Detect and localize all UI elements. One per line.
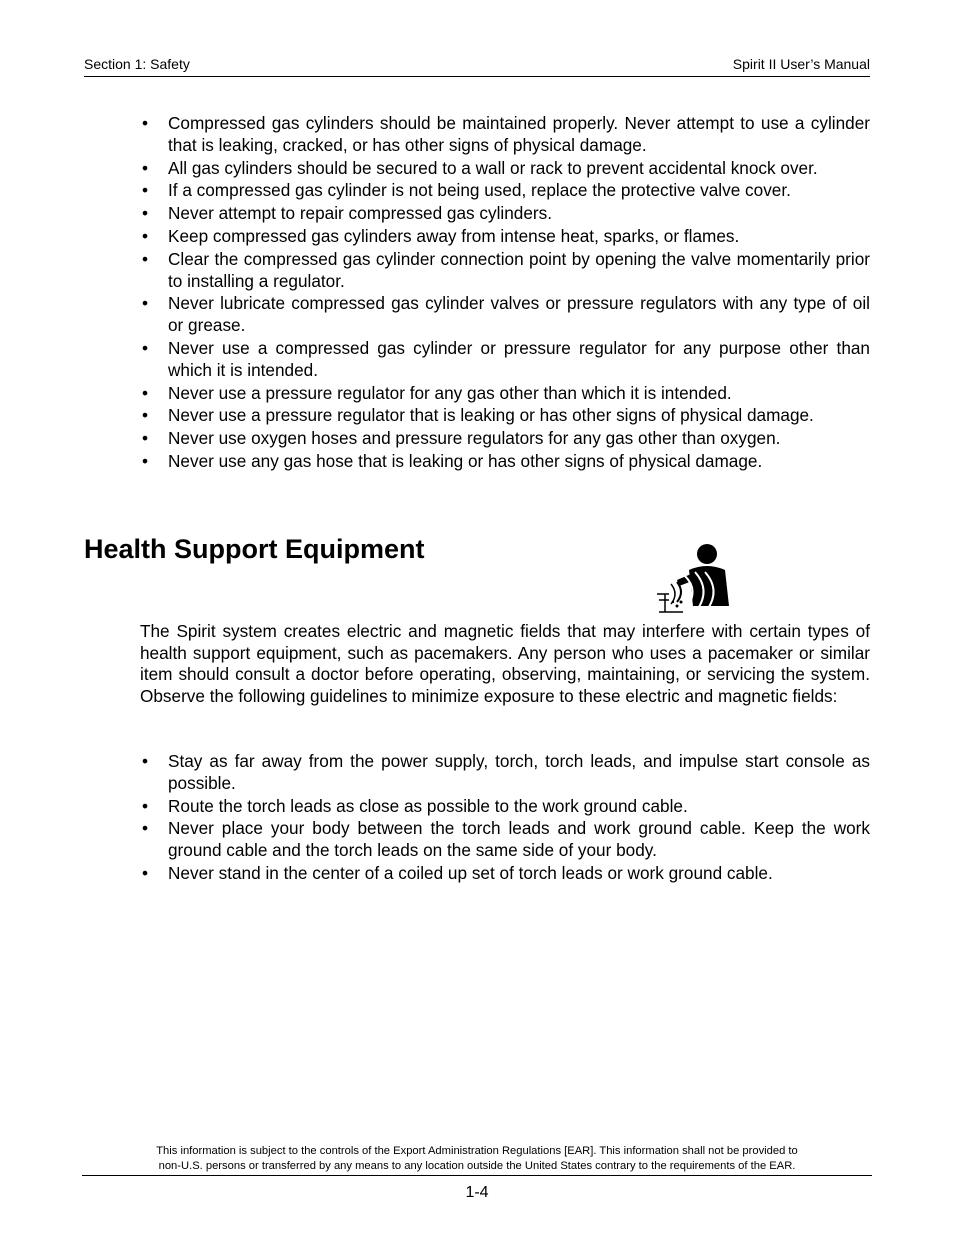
export-notice-line: non-U.S. persons or transferred by any means to any location outside the United States contrary to the requirements of the EAR.: [158, 1160, 796, 1172]
list-item: • Never use a compressed gas cylinder or pressure regulator for any purpose other than which it is intended.: [140, 338, 870, 382]
list-item: • Never lubricate compressed gas cylinder valves or pressure regulators with any type of oil or grease.: [140, 293, 870, 337]
list-item: • Keep compressed gas cylinders away from intense heat, sparks, or flames.: [140, 226, 870, 248]
section-heading: Health Support Equipment: [84, 534, 425, 564]
list-item: • Route the torch leads as close as possible to the work ground cable.: [140, 796, 870, 818]
export-notice: [84, 1144, 870, 1174]
list-item: • Never attempt to repair compressed gas cylinders.: [140, 203, 870, 225]
list-item: • All gas cylinders should be secured to a wall or rack to prevent accidental knock over.: [140, 158, 870, 180]
health-bullet-list: [140, 751, 870, 886]
header-section: Section 1: Safety: [84, 56, 190, 72]
page-header: [84, 56, 870, 77]
footer-divider: [82, 1175, 872, 1176]
list-item: • Compressed gas cylinders should be maintained properly. Never attempt to use a cylinder that is leaking, cracked, or has other signs of physical damage.: [140, 113, 870, 157]
list-item: • Never use a pressure regulator for any gas other than which it is intended.: [140, 383, 870, 405]
list-item: • Never use any gas hose that is leaking or has other signs of physical damage.: [140, 451, 870, 473]
list-item: • Never use oxygen hoses and pressure regulators for any gas other than oxygen.: [140, 428, 870, 450]
header-manual-title: Spirit II User’s Manual: [732, 56, 870, 72]
export-notice-line: This information is subject to the controls of the Export Administration Regulations [EAR]. This information shall not be provided to: [156, 1145, 798, 1157]
list-item: • Never use a pressure regulator that is leaking or has other signs of physical damage.: [140, 405, 870, 427]
list-item: • Never stand in the center of a coiled up set of torch leads or work ground cable.: [140, 863, 870, 885]
list-item: • Stay as far away from the power supply, torch, torch leads, and impulse start console as possible.: [140, 751, 870, 795]
health-intro-paragraph: The Spirit system creates electric and magnetic fields that may interfere with certain types of health support equipment, such as pacemakers. Any person who uses a pacemaker or similar item should consult a doctor before operating, observing, maintaining, or servicing the system. Observe the following guidelines to minimize exposure to these electric and magnetic fields:: [140, 621, 870, 706]
list-item: • Clear the compressed gas cylinder connection point by opening the valve momentarily prior to installing a regulator.: [140, 249, 870, 293]
list-item: • If a compressed gas cylinder is not being used, replace the protective valve cover.: [140, 180, 870, 202]
gas-cylinder-bullet-list: [140, 113, 870, 474]
pacemaker-warning-icon: [655, 540, 735, 616]
page-number: 1-4: [465, 1184, 489, 1201]
list-item: • Never place your body between the torch leads and work ground cable. Keep the work ground cable and the torch leads on the same side of your body.: [140, 818, 870, 862]
